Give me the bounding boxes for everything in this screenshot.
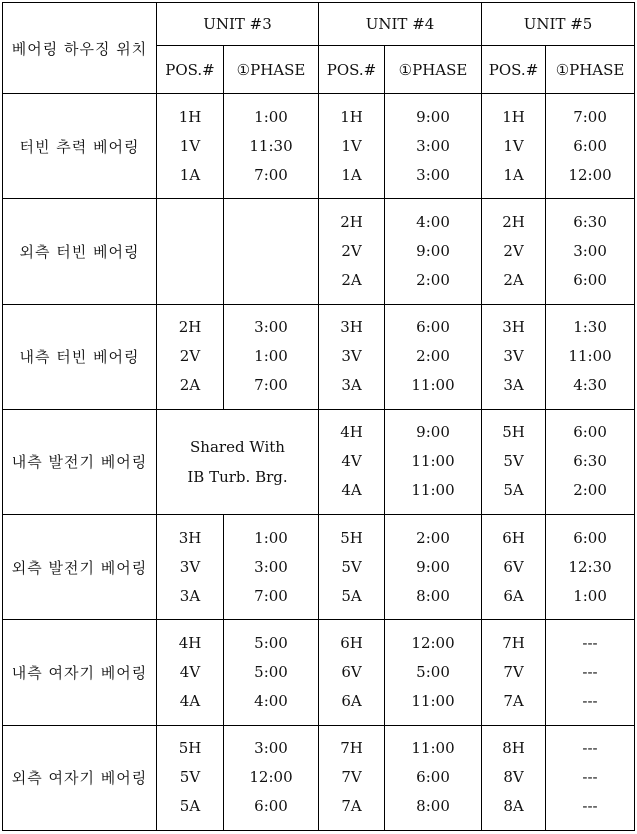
unit4-pos-value: 5V <box>341 557 362 576</box>
unit4-phase-value: 5:00 <box>416 663 450 682</box>
unit3-phase-value: 7:00 <box>254 376 288 395</box>
unit4-pos-value: 4A <box>341 481 362 500</box>
unit4-phase-value: 6:00 <box>416 318 450 337</box>
unit4-phase-value: 9:00 <box>416 241 450 260</box>
unit3-pos-value: 5H <box>178 739 202 758</box>
unit4-pos-value: 5H <box>340 528 363 547</box>
unit5-header: UNIT #5 <box>482 3 635 46</box>
unit3-phase-value: 1:00 <box>254 528 288 547</box>
shared-note-line: IB Turb. Brg. <box>187 467 288 486</box>
unit5-pos-value: 1H <box>502 107 525 126</box>
unit5-pos-value: 8H <box>502 739 525 758</box>
unit5-pos <box>482 304 546 409</box>
unit3-phase <box>224 725 319 830</box>
unit5-phase-value: 1:00 <box>573 586 607 605</box>
unit5-pos-value: 2A <box>503 270 524 289</box>
unit4-phase-value: 3:00 <box>416 165 450 184</box>
unit3-pos-value: 4A <box>179 692 201 711</box>
unit4-phase-value: 11:00 <box>411 692 455 711</box>
unit4-phase-value: 2:00 <box>416 270 450 289</box>
unit5-phase-value: 12:00 <box>568 165 612 184</box>
unit3-phase <box>224 94 319 199</box>
unit4-phase-header: ①PHASE <box>385 46 482 94</box>
unit4-phase-value: 8:00 <box>416 586 450 605</box>
unit5-pos-value: 8A <box>503 797 524 816</box>
unit4-phase-value: 8:00 <box>416 797 450 816</box>
unit3-pos-value: 5A <box>179 797 201 816</box>
unit4-pos-value: 2A <box>341 270 362 289</box>
unit5-pos-value: 8V <box>503 768 524 787</box>
unit5-pos-value: 7A <box>503 692 524 711</box>
unit5-phase-value: --- <box>582 663 598 682</box>
unit3-phase-value: 1:00 <box>254 347 288 366</box>
unit3-pos <box>157 725 224 830</box>
unit4-pos <box>319 515 385 620</box>
unit5-pos-value: 3H <box>502 318 525 337</box>
unit3-pos-value: 1H <box>178 107 202 126</box>
unit5-pos-value: 5V <box>503 452 524 471</box>
unit3-phase-value: 3:00 <box>254 739 288 758</box>
unit5-pos <box>482 94 546 199</box>
table-row <box>3 409 635 514</box>
unit3-pos-value: 2H <box>178 318 202 337</box>
unit5-pos-value: 3V <box>503 347 524 366</box>
unit3-pos <box>157 304 224 409</box>
unit4-pos-value: 1H <box>340 107 363 126</box>
bearing-location: 터빈 추력 베어링 <box>3 94 157 199</box>
unit3-shared-note <box>157 409 319 514</box>
unit5-phase-value: 3:00 <box>573 241 607 260</box>
unit4-pos-value: 3A <box>341 376 362 395</box>
unit3-phase-value: 5:00 <box>254 663 288 682</box>
unit4-phase-value: 11:00 <box>411 376 455 395</box>
unit5-phase-value: --- <box>582 768 598 787</box>
unit3-pos <box>157 199 224 304</box>
bearing-location: 내측 발전기 베어링 <box>3 409 157 514</box>
unit3-pos-value: 3A <box>179 586 201 605</box>
unit4-pos-value: 6V <box>341 663 362 682</box>
unit4-pos-value: 6H <box>340 634 363 653</box>
unit4-phase <box>385 304 482 409</box>
unit4-header: UNIT #4 <box>319 3 482 46</box>
unit4-pos-value: 1V <box>341 136 362 155</box>
unit5-pos-value: 6A <box>503 586 524 605</box>
unit4-pos-value: 1A <box>341 165 362 184</box>
unit3-pos-value: 1A <box>179 165 201 184</box>
unit4-pos-value: 7A <box>341 797 362 816</box>
table-row <box>3 304 635 409</box>
shared-note-line: Shared With <box>190 437 285 456</box>
unit4-phase <box>385 515 482 620</box>
unit5-pos-header: POS.# <box>482 46 546 94</box>
bearing-location: 내측 터빈 베어링 <box>3 304 157 409</box>
unit3-phase-value: 12:00 <box>249 768 293 787</box>
unit4-phase-value: 11:00 <box>411 739 455 758</box>
unit5-phase-header: ①PHASE <box>546 46 635 94</box>
unit5-phase <box>546 620 635 725</box>
unit4-phase-value: 11:00 <box>411 452 455 471</box>
unit5-pos <box>482 515 546 620</box>
unit5-phase-value: --- <box>582 739 598 758</box>
unit3-phase <box>224 515 319 620</box>
unit3-phase-value: 6:00 <box>254 797 288 816</box>
unit4-pos-value: 3V <box>341 347 362 366</box>
unit5-pos-value: 7H <box>502 634 525 653</box>
unit5-pos-value: 2V <box>503 241 524 260</box>
unit4-pos <box>319 199 385 304</box>
unit4-pos-value: 5A <box>341 586 362 605</box>
unit3-phase-value: 4:00 <box>254 692 288 711</box>
unit4-pos <box>319 409 385 514</box>
unit4-phase-value: 12:00 <box>411 634 455 653</box>
unit5-pos-value: 6H <box>502 528 525 547</box>
unit3-pos-value: 2V <box>179 347 201 366</box>
unit5-pos <box>482 199 546 304</box>
unit3-pos-value: 3V <box>179 557 201 576</box>
unit5-phase-value: 6:30 <box>573 452 607 471</box>
location-header: 베어링 하우징 위치 <box>3 3 157 94</box>
unit4-pos <box>319 725 385 830</box>
unit3-phase-value: 11:30 <box>249 136 293 155</box>
table-row <box>3 515 635 620</box>
unit5-phase-value: --- <box>582 634 598 653</box>
unit5-phase-value: 6:00 <box>573 136 607 155</box>
unit3-pos-value: 2A <box>179 376 201 395</box>
unit5-phase-value: 6:30 <box>573 212 607 231</box>
unit5-pos-value: 1A <box>503 165 524 184</box>
unit5-pos <box>482 620 546 725</box>
unit4-phase <box>385 725 482 830</box>
unit3-pos <box>157 94 224 199</box>
unit4-phase <box>385 199 482 304</box>
bearing-location: 외측 발전기 베어링 <box>3 515 157 620</box>
unit4-pos-value: 3H <box>340 318 363 337</box>
unit5-phase-value: 12:30 <box>568 557 612 576</box>
unit4-phase-value: 9:00 <box>416 423 450 442</box>
table-row <box>3 620 635 725</box>
unit3-phase-value: 7:00 <box>254 586 288 605</box>
table-body <box>3 94 635 831</box>
unit5-pos-value: 2H <box>502 212 525 231</box>
unit5-phase-value: --- <box>582 692 598 711</box>
unit3-pos-value: 3H <box>178 528 202 547</box>
unit5-pos-value: 3A <box>503 376 524 395</box>
unit4-phase-value: 11:00 <box>411 481 455 500</box>
unit5-pos-value: 7V <box>503 663 524 682</box>
unit3-phase <box>224 199 319 304</box>
unit5-phase-value: 6:00 <box>573 423 607 442</box>
unit4-pos-value: 2H <box>340 212 363 231</box>
unit5-pos-value: 1V <box>503 136 524 155</box>
unit3-pos-value: 1V <box>179 136 201 155</box>
unit5-phase <box>546 94 635 199</box>
unit4-pos-value: 7V <box>341 768 362 787</box>
unit5-pos <box>482 725 546 830</box>
unit4-pos-header: POS.# <box>319 46 385 94</box>
unit4-pos <box>319 620 385 725</box>
unit4-phase-value: 4:00 <box>416 212 450 231</box>
unit4-phase <box>385 94 482 199</box>
unit4-pos-value: 4H <box>340 423 363 442</box>
unit5-pos-value: 5A <box>503 481 524 500</box>
unit4-phase-value: 9:00 <box>416 557 450 576</box>
unit4-phase <box>385 620 482 725</box>
unit3-pos <box>157 620 224 725</box>
unit5-phase <box>546 304 635 409</box>
unit3-phase-value: 7:00 <box>254 165 288 184</box>
table-row <box>3 94 635 199</box>
unit3-pos-header: POS.# <box>157 46 224 94</box>
unit3-phase-value: 5:00 <box>254 634 288 653</box>
unit4-phase-value: 2:00 <box>416 528 450 547</box>
unit3-phase-header: ①PHASE <box>224 46 319 94</box>
unit4-pos-value: 4V <box>341 452 362 471</box>
unit5-phase-value: 1:30 <box>573 318 607 337</box>
unit4-phase <box>385 409 482 514</box>
unit3-pos <box>157 515 224 620</box>
bearing-location: 외측 터빈 베어링 <box>3 199 157 304</box>
unit4-phase-value: 3:00 <box>416 136 450 155</box>
unit5-pos <box>482 409 546 514</box>
unit5-phase-value: --- <box>582 797 598 816</box>
unit5-phase <box>546 515 635 620</box>
unit4-phase-value: 9:00 <box>416 107 450 126</box>
unit3-phase-value: 1:00 <box>254 107 288 126</box>
unit4-pos-value: 7H <box>340 739 363 758</box>
unit3-pos-value: 4H <box>178 634 202 653</box>
unit4-phase-value: 2:00 <box>416 347 450 366</box>
unit4-phase-value: 6:00 <box>416 768 450 787</box>
unit3-phase <box>224 304 319 409</box>
table-row <box>3 725 635 830</box>
unit3-phase <box>224 620 319 725</box>
unit5-phase-value: 7:00 <box>573 107 607 126</box>
unit3-pos-value: 4V <box>179 663 201 682</box>
unit5-phase-value: 2:00 <box>573 481 607 500</box>
unit5-phase-value: 11:00 <box>568 347 612 366</box>
unit5-pos-value: 6V <box>503 557 524 576</box>
unit3-header: UNIT #3 <box>157 3 319 46</box>
unit4-pos <box>319 304 385 409</box>
unit4-pos-value: 2V <box>341 241 362 260</box>
bearing-phase-table <box>2 2 635 831</box>
unit5-phase <box>546 725 635 830</box>
unit5-pos-value: 5H <box>502 423 525 442</box>
table-row <box>3 199 635 304</box>
bearing-location: 내측 여자기 베어링 <box>3 620 157 725</box>
unit5-phase <box>546 199 635 304</box>
unit5-phase <box>546 409 635 514</box>
unit4-pos <box>319 94 385 199</box>
unit4-pos-value: 6A <box>341 692 362 711</box>
unit3-phase-value: 3:00 <box>254 318 288 337</box>
unit3-pos-value: 5V <box>179 768 201 787</box>
unit5-phase-value: 6:00 <box>573 528 607 547</box>
unit5-phase-value: 4:30 <box>573 376 607 395</box>
bearing-location: 외측 여자기 베어링 <box>3 725 157 830</box>
unit3-phase-value: 3:00 <box>254 557 288 576</box>
unit5-phase-value: 6:00 <box>573 270 607 289</box>
